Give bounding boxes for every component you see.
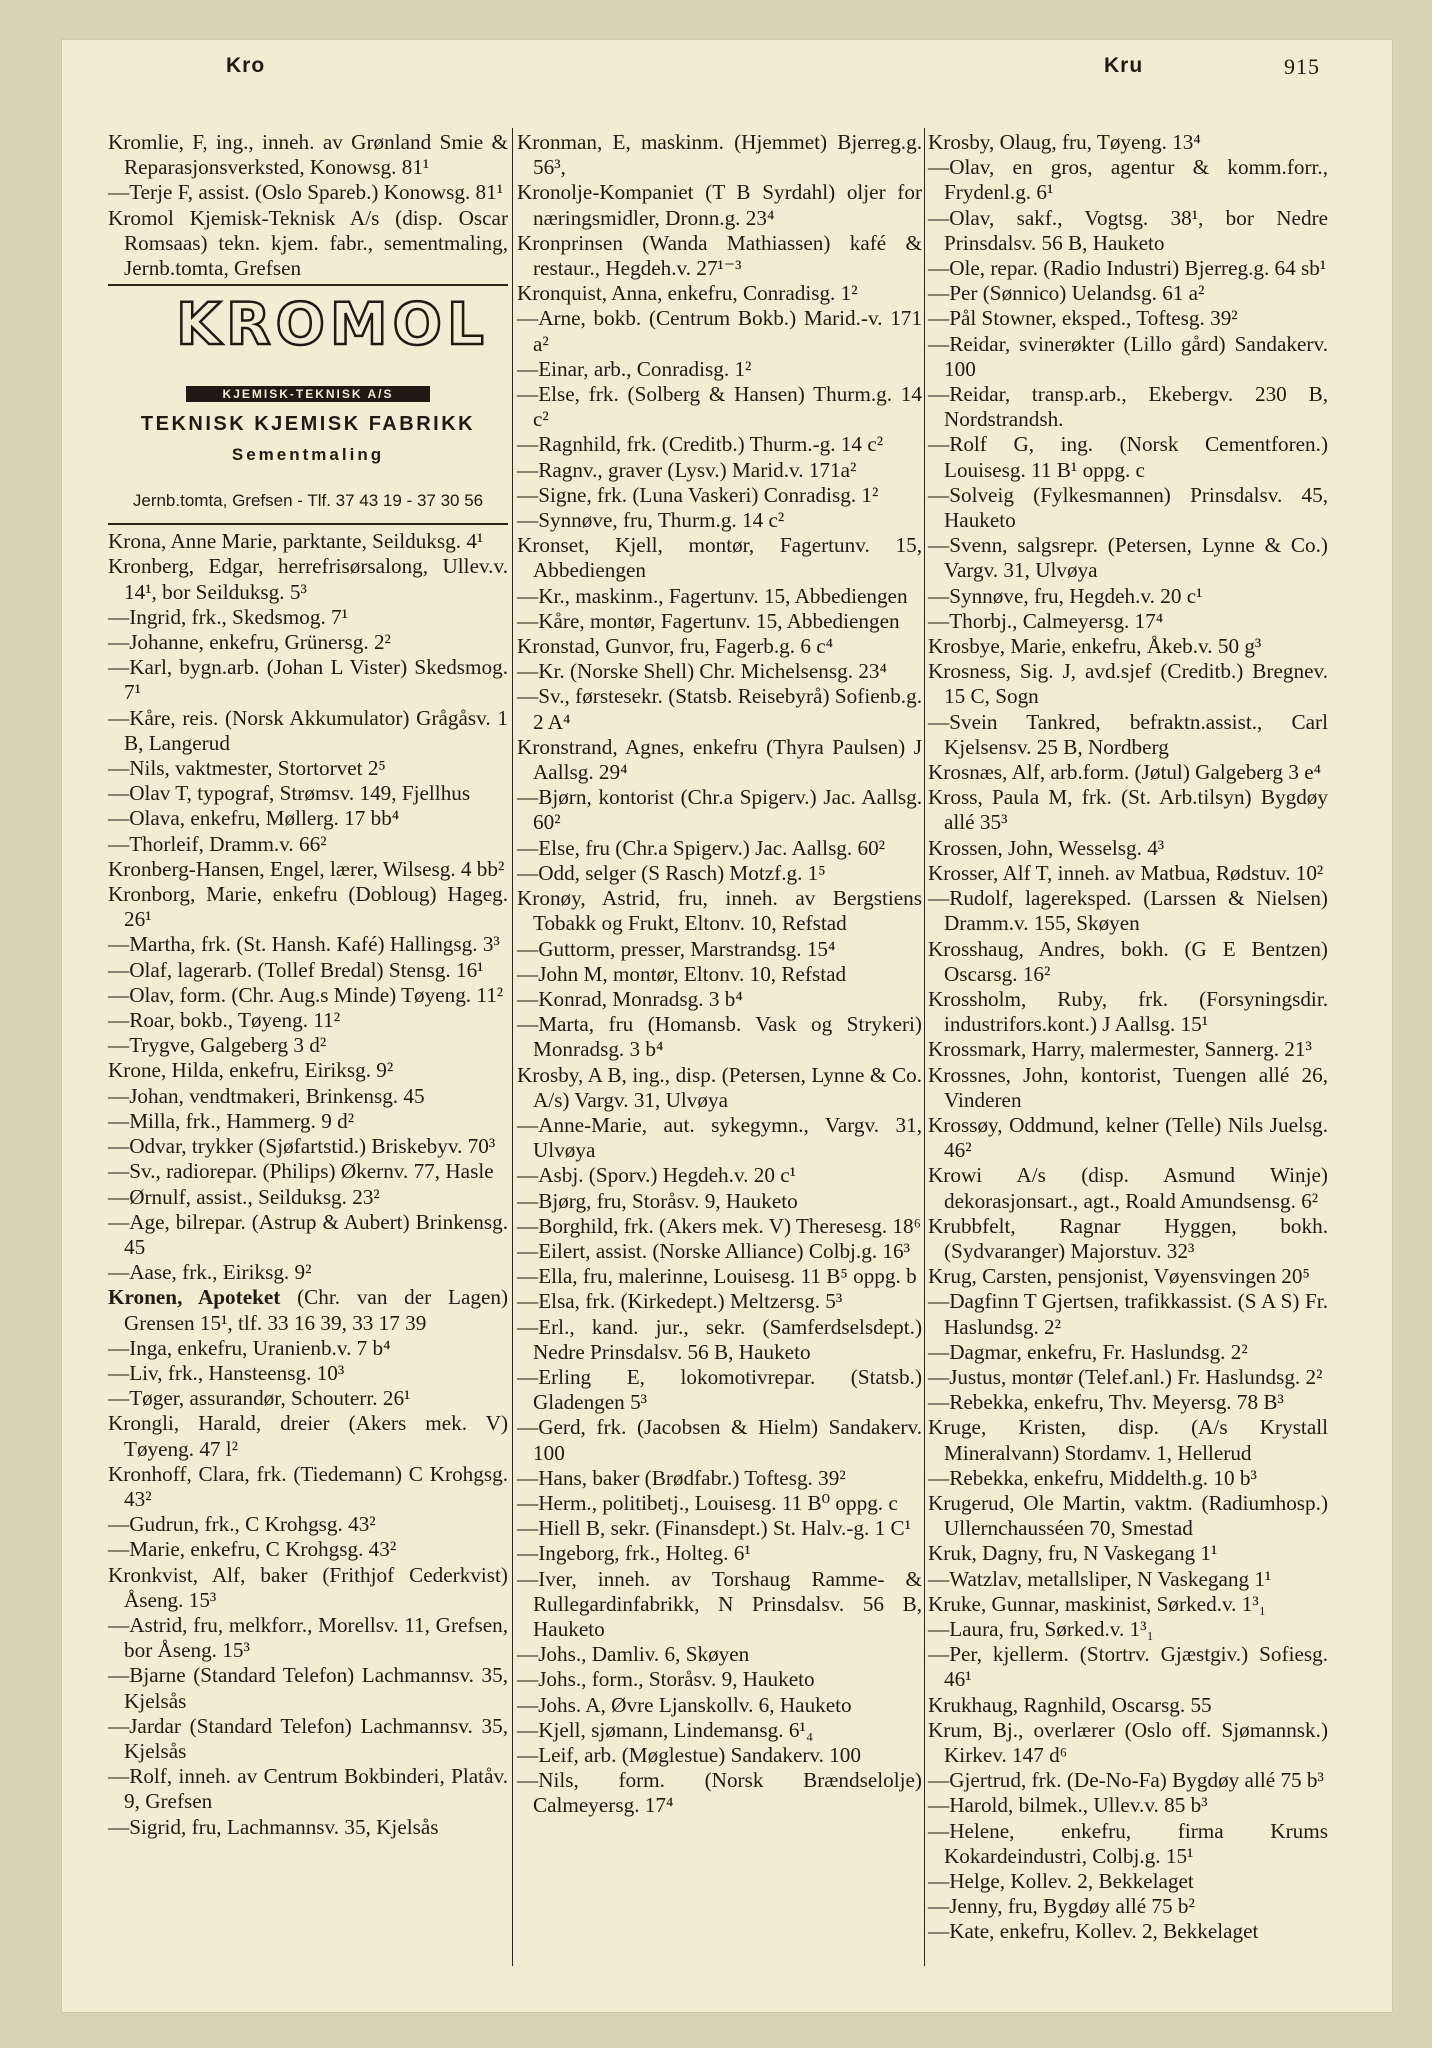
directory-entry: —Watzlav, metallsliper, N Vaskegang 1¹ bbox=[928, 1566, 1272, 1591]
directory-entry: —Olav T, typograf, Strømsv. 149, Fjellhus bbox=[108, 781, 471, 806]
directory-entry: —Olav, en gros, agentur & komm.forr., Frydenl.g. 6¹ bbox=[928, 155, 1328, 205]
directory-entry: —Aase, frk., Eiriksg. 9² bbox=[108, 1260, 312, 1285]
directory-entry: Kronborg, Marie, enkefru (Dobloug) Hageg. 26¹ bbox=[108, 882, 508, 932]
directory-entry: —Laura, fru, Sørked.v. 1³₁ bbox=[928, 1616, 1154, 1641]
directory-entry: —Ragnv., graver (Lysv.) Marid.v. 171a² bbox=[517, 457, 857, 482]
directory-entry: —Kåre, montør, Fagertunv. 15, Abbediengen bbox=[517, 608, 900, 633]
directory-entry: —Olav, form. (Chr. Aug.s Minde) Tøyeng. 11² bbox=[108, 982, 504, 1007]
directory-entry: —John M, montør, Eltonv. 10, Refstad bbox=[517, 961, 847, 986]
directory-entry: Krosbye, Marie, enkefru, Åkeb.v. 50 g³ bbox=[928, 634, 1262, 659]
directory-entry: —Johan, vendtmakeri, Brinkensg. 45 bbox=[108, 1083, 425, 1108]
column-2-entries bbox=[517, 130, 922, 1819]
directory-entry: —Kate, enkefru, Kollev. 2, Bekkelaget bbox=[928, 1919, 1259, 1944]
directory-entry: Krossholm, Ruby, frk. (Forsyningsdir. industrifors.kont.) J Aallsg. 15¹ bbox=[928, 986, 1328, 1037]
directory-entry: —Ingrid, frk., Skedsmog. 7¹ bbox=[108, 604, 348, 629]
directory-entry: —Bjørn, kontorist (Chr.a Spigerv.) Jac. Aallsg. 60² bbox=[517, 785, 922, 835]
directory-entry: —Roar, bokb., Tøyeng. 11² bbox=[108, 1008, 341, 1033]
directory-entry: Krosby, A B, ing., disp. (Petersen, Lynne & Co. A/s) Vargv. 31, Ulvøya bbox=[517, 1062, 922, 1112]
kromol-logo: KROMOL bbox=[176, 290, 489, 359]
directory-entry: Krona, Anne Marie, parktante, Seilduksg. 4¹ bbox=[108, 529, 484, 554]
directory-entry: —Synnøve, fru, Thurm.g. 14 c² bbox=[517, 508, 785, 533]
directory-entry: —Trygve, Galgeberg 3 d² bbox=[108, 1033, 327, 1058]
directory-entry: —Bjørg, fru, Storåsv. 9, Hauketo bbox=[517, 1188, 798, 1213]
directory-entry: —Justus, montør (Telef.anl.) Fr. Haslundsg. 2² bbox=[928, 1364, 1323, 1389]
directory-entry: Krosnæs, Alf, arb.form. (Jøtul) Galgeberg 3 e⁴ bbox=[928, 760, 1322, 785]
directory-entry: Kruk, Dagny, fru, N Vaskegang 1¹ bbox=[928, 1541, 1218, 1566]
directory-entry: —Thorbj., Calmeyersg. 17⁴ bbox=[928, 608, 1164, 633]
directory-entry: Krukhaug, Ragnhild, Oscarsg. 55 bbox=[928, 1692, 1212, 1717]
directory-entry: —Sv., radiorepar. (Philips) Økernv. 77, Hasle bbox=[108, 1159, 494, 1184]
directory-entry: Kruge, Kristen, disp. (A/s Krystall Mineralvann) Stordamv. 1, Hellerud bbox=[928, 1415, 1328, 1465]
directory-entry: —Anne-Marie, aut. sykegymn., Vargv. 31, Ulvøya bbox=[517, 1112, 922, 1163]
directory-entry: —Gjertrud, frk. (De-No-Fa) Bygdøy allé 75 b³ bbox=[928, 1768, 1324, 1793]
directory-entry: Krubbfelt, Ragnar Hyggen, bokh. (Sydvaranger) Majorstuv. 32³ bbox=[928, 1213, 1328, 1263]
header-left-guide: Kro bbox=[226, 54, 266, 77]
directory-entry: —Liv, frk., Hansteensg. 10³ bbox=[108, 1360, 345, 1385]
ad-product: Sementmaling bbox=[231, 445, 385, 465]
directory-entry: Kronprinsen (Wanda Mathiassen) kafé & restaur., Hegdeh.v. 27¹⁻³ bbox=[517, 230, 922, 281]
column-2 bbox=[517, 130, 922, 1819]
directory-entry: Krosby, Olaug, fru, Tøyeng. 13⁴ bbox=[928, 130, 1201, 154]
directory-entry: —Jardar (Standard Telefon) Lachmannsv. 35, Kjelsås bbox=[108, 1713, 508, 1763]
directory-entry: Krone, Hilda, enkefru, Eiriksg. 9² bbox=[108, 1058, 394, 1083]
directory-entry: —Kåre, reis. (Norsk Akkumulator) Grågåsv. 1 B, Langerud bbox=[108, 705, 508, 755]
directory-entry: —Hiell B, sekr. (Finansdept.) St. Halv.-g. 1 C¹ bbox=[517, 1516, 911, 1541]
directory-entry: —Kr., maskinm., Fagertunv. 15, Abbediengen bbox=[517, 583, 908, 608]
directory-entry: —Sigrid, fru, Lachmannsv. 35, Kjelsås bbox=[108, 1814, 439, 1839]
header-right-guide: Kru bbox=[1104, 54, 1144, 77]
directory-entry: —Johs. A, Øvre Ljanskollv. 6, Hauketo bbox=[517, 1692, 852, 1717]
directory-entry: Kromlie, F, ing., inneh. av Grønland Smie & Reparasjonsverksted, Konowsg. 81¹ bbox=[108, 130, 508, 180]
directory-entry: —Harold, bilmek., Ullev.v. 85 b³ bbox=[928, 1793, 1208, 1818]
directory-entry: Krum, Bj., overlærer (Oslo off. Sjømannsk.) Kirkev. 147 d⁶ bbox=[928, 1717, 1328, 1767]
directory-entry: Krugerud, Ole Martin, vaktm. (Radiumhosp.) Ullernchausséen 70, Smestad bbox=[928, 1490, 1328, 1541]
directory-entry: Krowi A/s (disp. Asmund Winje) dekorasjonsart., agt., Roald Amundsensg. 6² bbox=[928, 1163, 1328, 1213]
column-1-entries-top bbox=[108, 130, 508, 281]
bold-entry-name: Kronen, Apoteket bbox=[108, 1285, 281, 1310]
directory-entry: —Tøger, assurandør, Schouterr. 26¹ bbox=[108, 1386, 411, 1411]
directory-entry: —Johs., Damliv. 6, Skøyen bbox=[517, 1642, 750, 1667]
directory-entry: —Erl., kand. jur., sekr. (Samferdselsdept.) Nedre Prinsdalsv. 56 B, Hauketo bbox=[517, 1314, 922, 1364]
directory-entry: Krossnes, John, kontorist, Tuengen allé 26, Vinderen bbox=[928, 1062, 1328, 1112]
directory-entry: —Pål Stowner, eksped., Toftesg. 39² bbox=[928, 306, 1238, 331]
directory-entry: —Inga, enkefru, Uranienb.v. 7 b⁴ bbox=[108, 1335, 391, 1360]
directory-entry: —Per (Sønnico) Uelandsg. 61 a² bbox=[928, 281, 1205, 306]
directory-entry: —Gerd, frk. (Jacobsen & Hielm) Sandakerv. 100 bbox=[517, 1415, 922, 1465]
directory-entry: —Borghild, frk. (Akers mek. V) Theresesg. 18⁶ bbox=[517, 1213, 921, 1238]
directory-entry: —Ragnhild, frk. (Creditb.) Thurm.-g. 14 c² bbox=[517, 432, 884, 457]
directory-entry: —Asbj. (Sporv.) Hegdeh.v. 20 c¹ bbox=[517, 1163, 796, 1188]
directory-entry: —Iver, inneh. av Torshaug Ramme- & Rullegardinfabrikk, N Prinsdalsv. 56 B, Hauketo bbox=[517, 1566, 922, 1641]
directory-entry: —Gudrun, frk., C Krohgsg. 43² bbox=[108, 1512, 376, 1537]
directory-entry: —Helge, Kollev. 2, Bekkelaget bbox=[928, 1869, 1194, 1894]
directory-entry: —Herm., politibetj., Louisesg. 11 B⁰ oppg. c bbox=[517, 1490, 898, 1515]
ad-tagline: TEKNISK KJEMISK FABRIKK bbox=[140, 413, 476, 436]
directory-entry: —Kr. (Norske Shell) Chr. Michelsensg. 23⁴ bbox=[517, 659, 887, 684]
directory-entry: —Dagmar, enkefru, Fr. Haslundsg. 2² bbox=[928, 1339, 1248, 1364]
directory-entry: —Astrid, fru, melkforr., Morellsv. 11, Grefsen, bor Åseng. 15³ bbox=[108, 1612, 508, 1663]
directory-entry: —Ingeborg, frk., Holteg. 6¹ bbox=[517, 1541, 751, 1566]
directory-entry: Kronkvist, Alf, baker (Frithjof Cederkvist) Åseng. 15³ bbox=[108, 1562, 508, 1612]
directory-entry: —Olaf, lagerarb. (Tollef Bredal) Stensg. 16¹ bbox=[108, 957, 484, 982]
directory-entry: Kronstrand, Agnes, enkefru (Thyra Paulsen) J Aallsg. 29⁴ bbox=[517, 734, 922, 785]
directory-entry: —Reidar, transp.arb., Ekebergv. 230 B, Nordstrandsh. bbox=[928, 382, 1328, 432]
directory-entry: Krosser, Alf T, inneh. av Matbua, Rødstuv. 10² bbox=[928, 860, 1324, 885]
directory-entry: —Guttorm, presser, Marstrandsg. 15⁴ bbox=[517, 936, 836, 961]
directory-entry: —Marie, enkefru, C Krohgsg. 43² bbox=[108, 1537, 397, 1562]
directory-entry: —Elsa, frk. (Kirkedept.) Meltzersg. 5³ bbox=[517, 1289, 843, 1314]
directory-entry: Krongli, Harald, dreier (Akers mek. V) Tøyeng. 47 l² bbox=[108, 1411, 508, 1461]
directory-entry: —Rudolf, lagereksped. (Larssen & Nielsen) Dramm.v. 155, Skøyen bbox=[928, 886, 1328, 936]
column-divider-2 bbox=[924, 128, 925, 1966]
directory-entry: —Olava, enkefru, Møllerg. 17 bb⁴ bbox=[108, 806, 400, 831]
directory-entry: —Olav, sakf., Vogtsg. 38¹, bor Nedre Prinsdalsv. 56 B, Hauketo bbox=[928, 205, 1328, 255]
directory-entry: —Ørnulf, assist., Seilduksg. 23² bbox=[108, 1184, 380, 1209]
directory-entry: —Age, bilrepar. (Astrup & Aubert) Brinkensg. 45 bbox=[108, 1209, 508, 1259]
directory-entry: —Einar, arb., Conradisg. 1² bbox=[517, 356, 752, 381]
directory-entry: —Dagfinn T Gjertsen, trafikkassist. (S A S) Fr. Haslundsg. 2² bbox=[928, 1289, 1328, 1339]
directory-entry: —Arne, bokb. (Centrum Bokb.) Marid.-v. 171 a² bbox=[517, 306, 922, 356]
directory-entry: —Rebekka, enkefru, Thv. Meyersg. 78 B³ bbox=[928, 1390, 1284, 1415]
directory-entry: —Martha, frk. (St. Hansh. Kafé) Hallingsg. 3³ bbox=[108, 932, 500, 957]
column-divider-1 bbox=[512, 128, 513, 1966]
directory-entry: —Rolf, inneh. av Centrum Bokbinderi, Platåv. 9, Grefsen bbox=[108, 1764, 508, 1814]
directory-entry: Kronhoff, Clara, frk. (Tiedemann) C Krohgsg. 43² bbox=[108, 1461, 508, 1511]
directory-entry: —Per, kjellerm. (Stortrv. Gjæstgiv.) Sofiesg. 46¹ bbox=[928, 1642, 1328, 1692]
directory-entry: Kross, Paula M, frk. (St. Arb.tilsyn) Bygdøy allé 35³ bbox=[928, 785, 1328, 835]
directory-entry: —Rolf G, ing. (Norsk Cementforen.) Louisesg. 11 B¹ oppg. c bbox=[928, 432, 1328, 482]
directory-entry: —Ole, repar. (Radio Industri) Bjerreg.g. 64 sb¹ bbox=[928, 256, 1327, 281]
directory-entry: —Odvar, trykker (Sjøfartstid.) Briskebyv. 70³ bbox=[108, 1134, 496, 1159]
directory-entry: —Konrad, Monradsg. 3 b⁴ bbox=[517, 986, 743, 1011]
directory-entry: Krossøy, Oddmund, kelner (Telle) Nils Juelsg. 46² bbox=[928, 1112, 1328, 1163]
directory-entry: Kronøy, Astrid, fru, inneh. av Bergstiens Tobakk og Frukt, Eltonv. 10, Refstad bbox=[517, 886, 922, 936]
directory-entry: —Nils, form. (Norsk Brændselolje) Calmeyersg. 17⁴ bbox=[517, 1768, 922, 1818]
directory-entry: —Reidar, svinerøkter (Lillo gård) Sandakerv. 100 bbox=[928, 331, 1328, 381]
directory-entry: —Else, fru (Chr.a Spigerv.) Jac. Aallsg. 60² bbox=[517, 835, 886, 860]
directory-entry: Kronman, E, maskinm. (Hjemmet) Bjerreg.g. 56³, bbox=[517, 130, 922, 180]
directory-entry: —Signe, frk. (Luna Vaskeri) Conradisg. 1² bbox=[517, 482, 879, 507]
directory-entry: Kronberg, Edgar, herrefrisørsalong, Ullev.v. 14¹, bor Seilduksg. 5³ bbox=[108, 554, 508, 604]
directory-entry: —Thorleif, Dramm.v. 66² bbox=[108, 831, 327, 856]
directory-entry: —Bjarne (Standard Telefon) Lachmannsv. 35, Kjelsås bbox=[108, 1663, 508, 1713]
directory-entry: Kruke, Gunnar, maskinist, Sørked.v. 1³₁ bbox=[928, 1591, 1267, 1616]
directory-entry: Krosshaug, Andres, bokh. (G E Bentzen) Oscarsg. 16² bbox=[928, 936, 1328, 986]
directory-entry: —Marta, fru (Homansb. Vask og Strykeri) Monradsg. 3 b⁴ bbox=[517, 1012, 922, 1062]
directory-entry: Krosness, Sig. J, avd.sjef (Creditb.) Bregnev. 15 C, Sogn bbox=[928, 659, 1328, 709]
directory-entry: —Karl, bygn.arb. (Johan L Vister) Skedsmog. 7¹ bbox=[108, 655, 508, 705]
directory-entry: —Kjell, sjømann, Lindemansg. 6¹₄ bbox=[517, 1717, 814, 1742]
ad-contact: Jernb.tomta, Grefsen - Tlf. 37 43 19 - 37 30 56 bbox=[132, 491, 484, 511]
directory-entry: —Hans, baker (Brødfabr.) Toftesg. 39² bbox=[517, 1465, 846, 1490]
column-3 bbox=[928, 130, 1328, 1945]
directory-entry: —Johs., form., Storåsv. 9, Hauketo bbox=[517, 1667, 815, 1692]
kromol-logo-band: KJEMISK-TEKNISK A/S bbox=[186, 386, 430, 402]
ad-top-rule bbox=[108, 284, 508, 286]
column-1-entries-bottom bbox=[108, 529, 508, 1840]
column-1 bbox=[108, 130, 508, 1840]
directory-entry: —Synnøve, fru, Hegdeh.v. 20 c¹ bbox=[928, 583, 1203, 608]
directory-entry: —Johanne, enkefru, Grünersg. 2² bbox=[108, 630, 391, 655]
directory-entry: —Solveig (Fylkesmannen) Prinsdalsv. 45, Hauketo bbox=[928, 482, 1328, 533]
directory-entry: Krossmark, Harry, malermester, Sannerg. 21³ bbox=[928, 1037, 1312, 1062]
directory-entry: —Nils, vaktmester, Stortorvet 2⁵ bbox=[108, 756, 386, 781]
directory-entry: —Leif, arb. (Møglestue) Sandakerv. 100 bbox=[517, 1743, 861, 1767]
directory-entry: —Ella, fru, malerinne, Louisesg. 11 B⁵ oppg. b bbox=[517, 1264, 917, 1289]
directory-entry: Kronen, Apoteket (Chr. van der Lagen) Grensen 15¹, tlf. 33 16 39, 33 17 39 bbox=[108, 1285, 508, 1335]
directory-entry: —Else, frk. (Solberg & Hansen) Thurm.g. 14 c² bbox=[517, 382, 922, 432]
directory-entry: Kronset, Kjell, montør, Fagertunv. 15, Abbediengen bbox=[517, 533, 922, 583]
directory-entry: —Sv., førstesekr. (Statsb. Reisebyrå) Sofienb.g. 2 A⁴ bbox=[517, 684, 922, 734]
directory-entry: —Helene, enkefru, firma Krums Kokardeindustri, Colbj.g. 15¹ bbox=[928, 1818, 1328, 1868]
directory-entry: Kronstad, Gunvor, fru, Fagerb.g. 6 c⁴ bbox=[517, 634, 834, 659]
directory-entry: —Milla, frk., Hammerg. 9 d² bbox=[108, 1108, 355, 1133]
directory-entry: Krossen, John, Wesselsg. 4³ bbox=[928, 835, 1165, 860]
kromol-advertisement bbox=[108, 290, 508, 520]
directory-entry: Krug, Carsten, pensjonist, Vøyensvingen 20⁵ bbox=[928, 1264, 1310, 1289]
directory-entry: —Jenny, fru, Bygdøy allé 75 b² bbox=[928, 1894, 1195, 1919]
directory-entry: —Odd, selger (S Rasch) Motzf.g. 1⁵ bbox=[517, 860, 826, 885]
directory-entry: Kronberg-Hansen, Engel, lærer, Wilsesg. 4 bb² bbox=[108, 856, 505, 881]
directory-entry: —Erling E, lokomotivrepar. (Statsb.) Gladengen 5³ bbox=[517, 1364, 922, 1415]
page-number: 915 bbox=[1284, 54, 1320, 79]
directory-entry: —Svein Tankred, befraktn.assist., Carl Kjelsensv. 25 B, Nordberg bbox=[928, 709, 1328, 759]
directory-entry: Kromol Kjemisk-Teknisk A/s (disp. Oscar Romsaas) tekn. kjem. fabr., sementmaling, Jernb.tomta, Grefsen bbox=[108, 205, 508, 281]
directory-entry: Kronolje-Kompaniet (T B Syrdahl) oljer for næringsmidler, Dronn.g. 23⁴ bbox=[517, 180, 922, 230]
directory-entry: —Eilert, assist. (Norske Alliance) Colbj.g. 16³ bbox=[517, 1238, 910, 1263]
directory-entry: —Terje F, assist. (Oslo Spareb.) Konowsg. 81¹ bbox=[108, 180, 504, 205]
column-3-entries bbox=[928, 130, 1328, 1945]
directory-entry: —Rebekka, enkefru, Middelth.g. 10 b³ bbox=[928, 1465, 1257, 1490]
ad-bottom-rule bbox=[108, 523, 508, 525]
directory-entry: —Svenn, salgsrepr. (Petersen, Lynne & Co.) Vargv. 31, Ulvøya bbox=[928, 533, 1328, 583]
directory-entry: Kronquist, Anna, enkefru, Conradisg. 1² bbox=[517, 281, 858, 306]
